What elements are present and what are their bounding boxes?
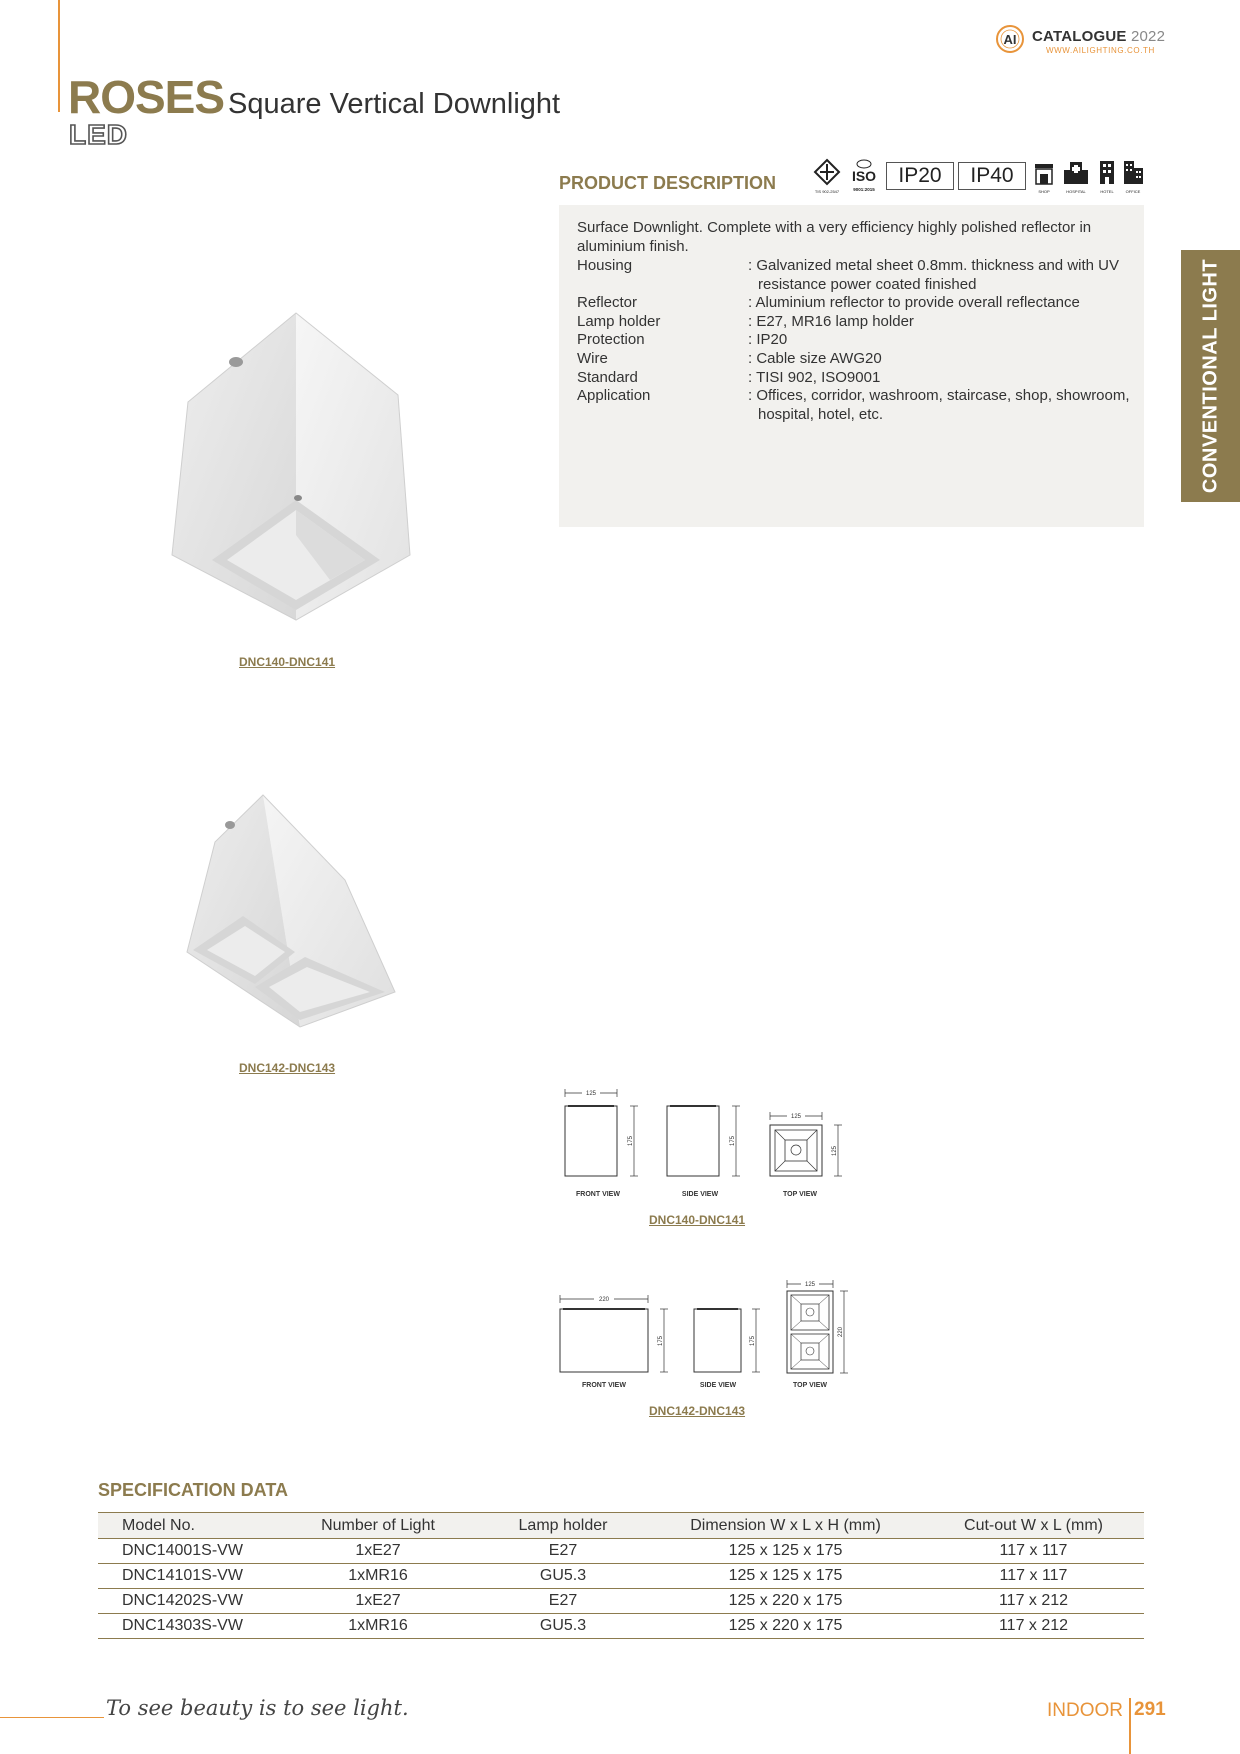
table-cell: 117 x 117	[923, 1564, 1144, 1589]
table-cell: 1xMR16	[278, 1564, 478, 1589]
technical-drawing-dnc140	[560, 1085, 845, 1200]
ai-logo-icon	[995, 24, 1025, 54]
spec-value: : Aluminium reflector to provide overall reflectance	[748, 294, 1080, 312]
catalogue-logo[interactable]	[995, 24, 1175, 58]
table-cell: 125 x 125 x 175	[648, 1539, 923, 1564]
spec-label: Housing	[577, 257, 633, 274]
shop-icon	[1031, 158, 1057, 196]
iso-icon	[847, 158, 881, 196]
column-header: Lamp holder	[478, 1513, 648, 1539]
svg-text:OFFICE: OFFICE	[1125, 189, 1141, 194]
table-cell: GU5.3	[478, 1614, 648, 1639]
drawing-caption-dnc140: DNC140-DNC141	[649, 1213, 746, 1227]
footer-accent-line	[0, 1717, 104, 1718]
table-row	[98, 1539, 1144, 1564]
footer-tagline: To see beauty is to see light.	[106, 1696, 409, 1720]
column-header: Number of Light	[278, 1513, 478, 1539]
specification-heading: SPECIFICATION DATA	[98, 1480, 288, 1500]
product-description-heading: PRODUCT DESCRIPTION	[559, 173, 777, 193]
svg-text:TIS 902-2547: TIS 902-2547	[814, 189, 840, 194]
dim-top-width: 125	[804, 1282, 816, 1288]
spec-row-protection	[577, 331, 1137, 350]
dim-top-depth: 220	[838, 1326, 844, 1338]
single-square-downlight-image	[170, 310, 415, 625]
table-cell: 125 x 220 x 175	[648, 1589, 923, 1614]
table-cell: E27	[478, 1589, 648, 1614]
svg-text:LED: LED	[69, 120, 128, 148]
view-label-side: SIDE VIEW	[699, 1382, 737, 1389]
spec-label: Standard	[577, 368, 638, 386]
tis-mark-icon	[812, 158, 842, 196]
dim-front-width: 125	[585, 1091, 597, 1097]
spec-row-housing	[577, 257, 1137, 294]
svg-text:9001:2015: 9001:2015	[853, 187, 875, 192]
table-cell: E27	[478, 1539, 648, 1564]
office-icon	[1121, 158, 1145, 196]
table-header-row	[98, 1513, 1144, 1539]
spec-row-wire	[577, 350, 1137, 369]
specification-table	[98, 1512, 1144, 1639]
spec-label: Protection	[577, 331, 645, 349]
description-intro: Surface Downlight. Complete with a very efficiency highly polished reflector in aluminium finish.	[577, 219, 1092, 255]
table-row	[98, 1589, 1144, 1614]
spec-value: : TISI 902, ISO9001	[748, 368, 881, 386]
svg-text:SHOP: SHOP	[1038, 189, 1050, 194]
product-description-panel	[559, 205, 1144, 527]
table-cell: 1xE27	[278, 1589, 478, 1614]
table-row	[98, 1614, 1144, 1639]
category-side-tab[interactable]	[1181, 250, 1240, 502]
table-cell: GU5.3	[478, 1564, 648, 1589]
column-header: Model No.	[98, 1513, 278, 1539]
table-cell: 117 x 212	[923, 1614, 1144, 1639]
spec-row-application	[577, 387, 1137, 424]
dim-front-width: 220	[598, 1297, 610, 1303]
dim-side-height: 175	[730, 1135, 736, 1147]
table-cell: 1xMR16	[278, 1614, 478, 1639]
view-label-side: SIDE VIEW	[681, 1191, 719, 1198]
column-header: Cut-out W x L (mm)	[923, 1513, 1144, 1539]
description-spec-list	[577, 257, 1137, 424]
svg-text:HOSPITAL: HOSPITAL	[1066, 189, 1086, 194]
double-square-downlight-image	[185, 792, 400, 1029]
product-caption-dnc140: DNC140-DNC141	[239, 655, 336, 669]
table-cell: DNC14101S-VW	[98, 1564, 278, 1589]
page-number: 291	[1134, 1699, 1166, 1720]
view-label-front: FRONT VIEW	[582, 1382, 626, 1389]
dim-side-height: 175	[750, 1335, 756, 1347]
spec-value: : Cable size AWG20	[748, 349, 882, 367]
header-accent-line	[58, 0, 60, 112]
table-cell: 125 x 220 x 175	[648, 1614, 923, 1639]
product-brand: ROSES	[68, 71, 225, 123]
table-cell: 117 x 117	[923, 1539, 1144, 1564]
ip20-badge: IP20	[886, 162, 954, 190]
product-subtitle: Square Vertical Downlight	[228, 88, 561, 120]
led-badge	[68, 120, 146, 148]
page-title	[68, 70, 560, 124]
table-cell: DNC14001S-VW	[98, 1539, 278, 1564]
spec-label: Reflector	[577, 294, 638, 312]
website-url[interactable]: WWW.AILIGHTING.CO.TH	[1046, 46, 1155, 55]
page-number-divider	[1129, 1698, 1131, 1754]
table-cell: 125 x 125 x 175	[648, 1564, 923, 1589]
svg-text:AI: AI	[1003, 32, 1017, 47]
ip40-badge: IP40	[958, 162, 1026, 190]
table-cell: 1xE27	[278, 1539, 478, 1564]
spec-row-reflector	[577, 294, 1137, 313]
spec-row-lamp-holder	[577, 313, 1137, 332]
view-label-top: TOP VIEW	[793, 1382, 827, 1389]
table-cell: 117 x 212	[923, 1589, 1144, 1614]
footer-section-label: INDOOR	[1047, 1700, 1123, 1721]
hotel-icon	[1095, 158, 1119, 196]
spec-label: Application	[577, 387, 651, 405]
view-label-front: FRONT VIEW	[576, 1191, 620, 1198]
svg-text:HOTEL: HOTEL	[1100, 189, 1114, 194]
spec-label: Wire	[577, 349, 608, 367]
spec-row-standard	[577, 369, 1137, 388]
dim-top-width: 125	[790, 1114, 802, 1120]
spec-value: : IP20	[748, 331, 788, 349]
product-caption-dnc142: DNC142-DNC143	[239, 1061, 336, 1075]
technical-drawing-dnc142	[555, 1277, 855, 1392]
category-label: CONVENTIONAL LIGHT	[1199, 258, 1221, 494]
hospital-icon	[1061, 158, 1091, 196]
dim-top-depth: 125	[832, 1145, 838, 1157]
drawing-caption-dnc142: DNC142-DNC143	[649, 1404, 746, 1418]
table-cell: DNC14303S-VW	[98, 1614, 278, 1639]
spec-value: : E27, MR16 lamp holder	[748, 312, 914, 330]
column-header: Dimension W x L x H (mm)	[648, 1513, 923, 1539]
spec-label: Lamp holder	[577, 312, 661, 330]
dim-front-height: 175	[628, 1135, 634, 1147]
dim-front-height: 175	[658, 1335, 664, 1347]
svg-text:ISO: ISO	[851, 168, 877, 184]
catalogue-label: CATALOGUE 2022	[1032, 28, 1166, 45]
view-label-top: TOP VIEW	[783, 1191, 817, 1198]
spec-value: : Offices, corridor, washroom, staircase, shop, showroom, hospital, hotel, etc.	[748, 387, 1130, 423]
table-cell: DNC14202S-VW	[98, 1589, 278, 1614]
certification-row	[812, 158, 1147, 196]
table-row	[98, 1564, 1144, 1589]
spec-value: : Galvanized metal sheet 0.8mm. thickness and with UV resistance power coated finished	[748, 257, 1120, 293]
